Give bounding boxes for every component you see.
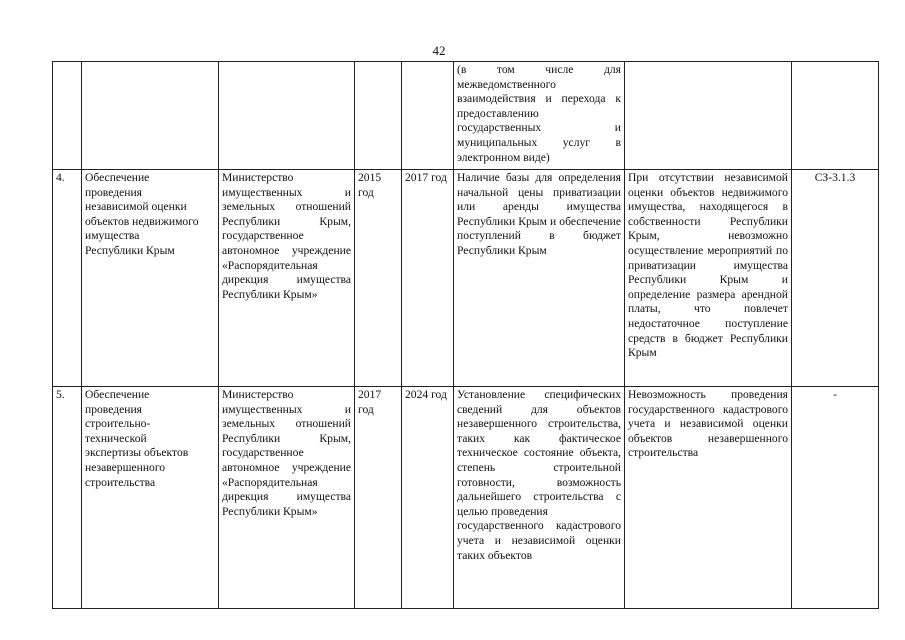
end-year-cell	[402, 62, 454, 170]
measures-table	[52, 61, 879, 609]
measure-cell: Обеспечение проведения строительно- технической экспертизы объектов незавершенного строительства	[82, 387, 219, 609]
table-row	[53, 387, 879, 609]
table-row	[53, 170, 879, 387]
result-cell: Наличие базы для определения начальной цены приватизации или аренды имущества Республики Крым и обеспечение поступлений в бюджет Республики Крым	[454, 170, 625, 387]
end-year-cell: 2017 год	[402, 170, 454, 387]
measure-cell	[82, 62, 219, 170]
executor-cell	[219, 62, 355, 170]
end-year-cell: 2024 год	[402, 387, 454, 609]
executor-cell: Министерство имущественных и земельных отношений Республики Крым, государственное автономное учреждение «Распорядительная дирекция имущества Республики Крым»	[219, 387, 355, 609]
consequence-cell: При отсутствии независимой оценки объектов недвижимого имущества, находящегося в собственности Республики Крым, невозможно осуществление мероприятий по приватизации имущества Республики Крым и определение размера арендной платы, что повлечет недостаточное поступление средств в бюджет Республики Крым	[625, 170, 792, 387]
start-year-cell: 2017 год	[355, 387, 402, 609]
row-number: 4.	[53, 170, 82, 387]
consequence-cell: Невозможность проведения государственного кадастрового учета и независимой оценки объектов незавершенного строительства	[625, 387, 792, 609]
table-row	[53, 62, 879, 170]
result-cell: Установление специфических сведений для объектов незавершенного строительства, таких как фактическое техническое состояние объекта, степень строительной готовности, возможность дальнейшего строительства с целью проведения государственного кадастрового учета и независимой оценки таких объектов	[454, 387, 625, 609]
result-cell: (в том числе для межведомственного взаимодействия и перехода к предоставлению государственных и муниципальных услуг в электронном виде)	[454, 62, 625, 170]
start-year-cell: 2015 год	[355, 170, 402, 387]
consequence-cell	[625, 62, 792, 170]
row-number	[53, 62, 82, 170]
start-year-cell	[355, 62, 402, 170]
link-cell: -	[792, 387, 879, 609]
row-number: 5.	[53, 387, 82, 609]
executor-cell: Министерство имущественных и земельных отношений Республики Крым, государственное автономное учреждение «Распорядительная дирекция имущества Республики Крым»	[219, 170, 355, 387]
measure-cell: Обеспечение проведения независимой оценки объектов недвижимого имущества Республики Крым	[82, 170, 219, 387]
link-cell: СЗ-3.1.3	[792, 170, 879, 387]
page-number: 42	[432, 43, 446, 58]
link-cell	[792, 62, 879, 170]
